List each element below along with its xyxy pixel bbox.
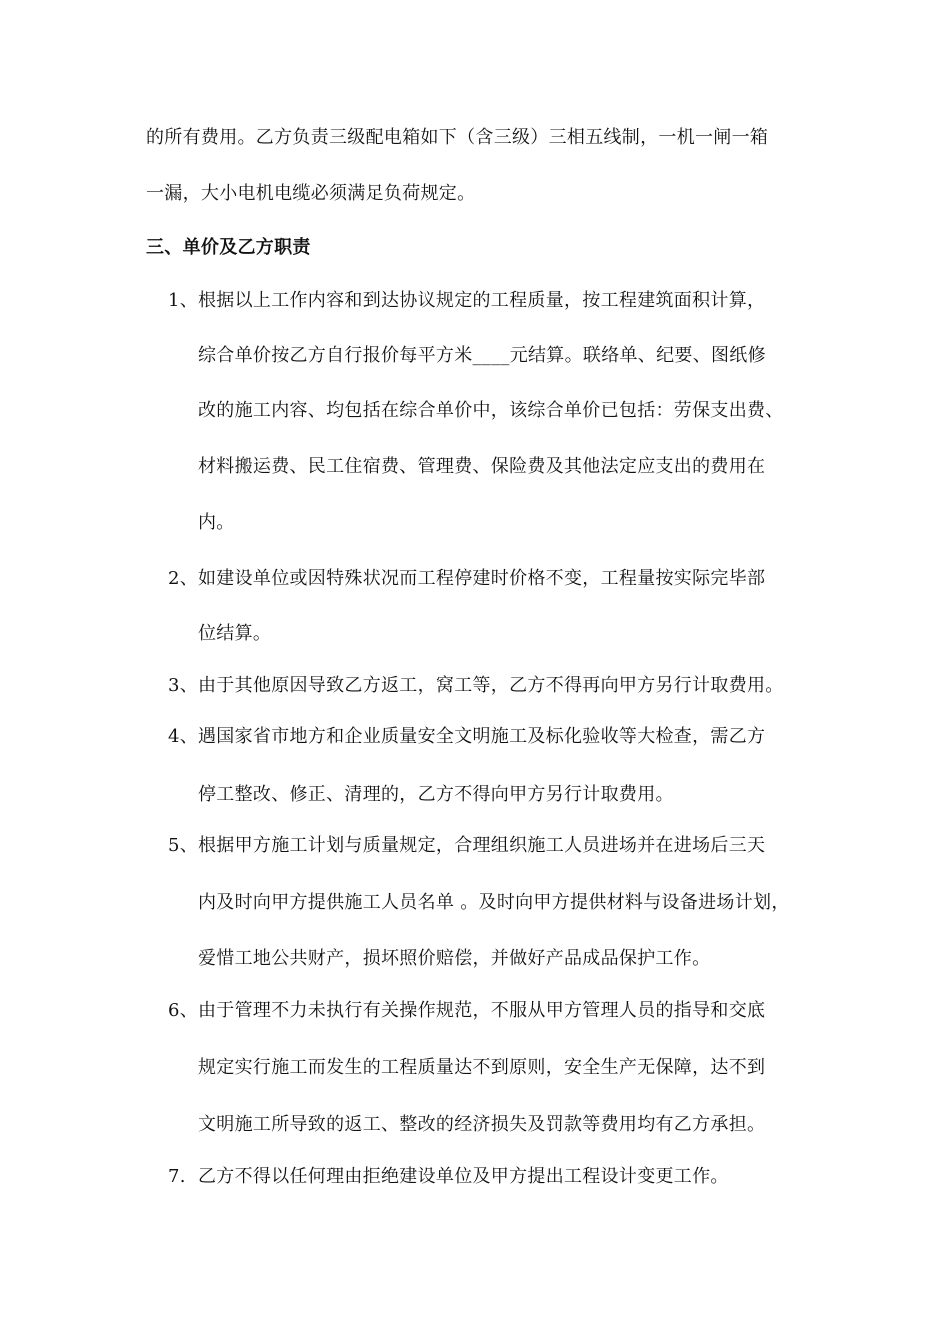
item-number: 4、 [168,726,199,747]
item-text: 乙方不得以任何理由拒绝建设单位及甲方提出工程设计变更工作。 [198,1166,729,1187]
item-number: 7. [168,1166,186,1187]
item-text: 根据以上工作内容和到达协议规定的工程质量，按工程建筑面积计算， [198,290,766,311]
item-1-line-4: 材料搬运费、民工住宿费、管理费、保险费及其他法定应支出的费用在 [198,456,766,477]
section-heading: 三、单价及乙方职责 [146,237,311,258]
item-6-line-3: 文明施工所导致的返工、整改的经济损失及罚款等费用均有乙方承担。 [198,1114,766,1135]
item-2-line-2: 位结算。 [198,623,272,644]
item-1-line-5: 内。 [198,512,235,533]
intro-line-1: 的所有费用。乙方负责三级配电箱如下（含三级）三相五线制，一机一闸一箱 [146,127,769,148]
list-item-5 [168,835,765,857]
item-number: 5、 [168,835,199,856]
item-1-line-2: 综合单价按乙方自行报价每平方米____元结算。联络单、纪要、图纸修 [198,345,766,366]
item-5-line-3: 爱惜工地公共财产，损坏照价赔偿，并做好产品成品保护工作。 [198,948,711,969]
item-text: 由于其他原因导致乙方返工，窝工等，乙方不得再向甲方另行计取费用。 [198,675,784,696]
item-6-line-2: 规定实行施工而发生的工程质量达不到原则，安全生产无保障，达不到 [198,1057,766,1078]
list-item-2 [168,568,765,590]
list-item-7 [168,1166,729,1188]
list-item-3 [168,675,784,697]
list-item-4 [168,726,765,748]
item-number: 2、 [168,568,199,589]
item-number: 1、 [168,290,199,311]
item-text: 遇国家省市地方和企业质量安全文明施工及标化验收等大检查，需乙方 [198,726,766,747]
item-text: 由于管理不力未执行有关操作规范，不服从甲方管理人员的指导和交底 [198,1000,766,1021]
item-text: 根据甲方施工计划与质量规定，合理组织施工人员进场并在进场后三天 [198,835,766,856]
item-1-line-3: 改的施工内容、均包括在综合单价中，该综合单价已包括：劳保支出费、 [198,400,784,421]
list-item-1 [168,290,765,312]
intro-line-2: 一漏，大小电机电缆必须满足负荷规定。 [146,183,476,204]
item-5-line-2: 内及时向甲方提供施工人员名单 。及时向甲方提供材料与设备进场计划， [198,892,790,913]
item-number: 3、 [168,675,199,696]
list-item-6 [168,1000,765,1022]
item-number: 6、 [168,1000,199,1021]
item-text: 如建设单位或因特殊状况而工程停建时价格不变，工程量按实际完毕部 [198,568,766,589]
item-4-line-2: 停工整改、修正、清理的，乙方不得向甲方另行计取费用。 [198,784,674,805]
